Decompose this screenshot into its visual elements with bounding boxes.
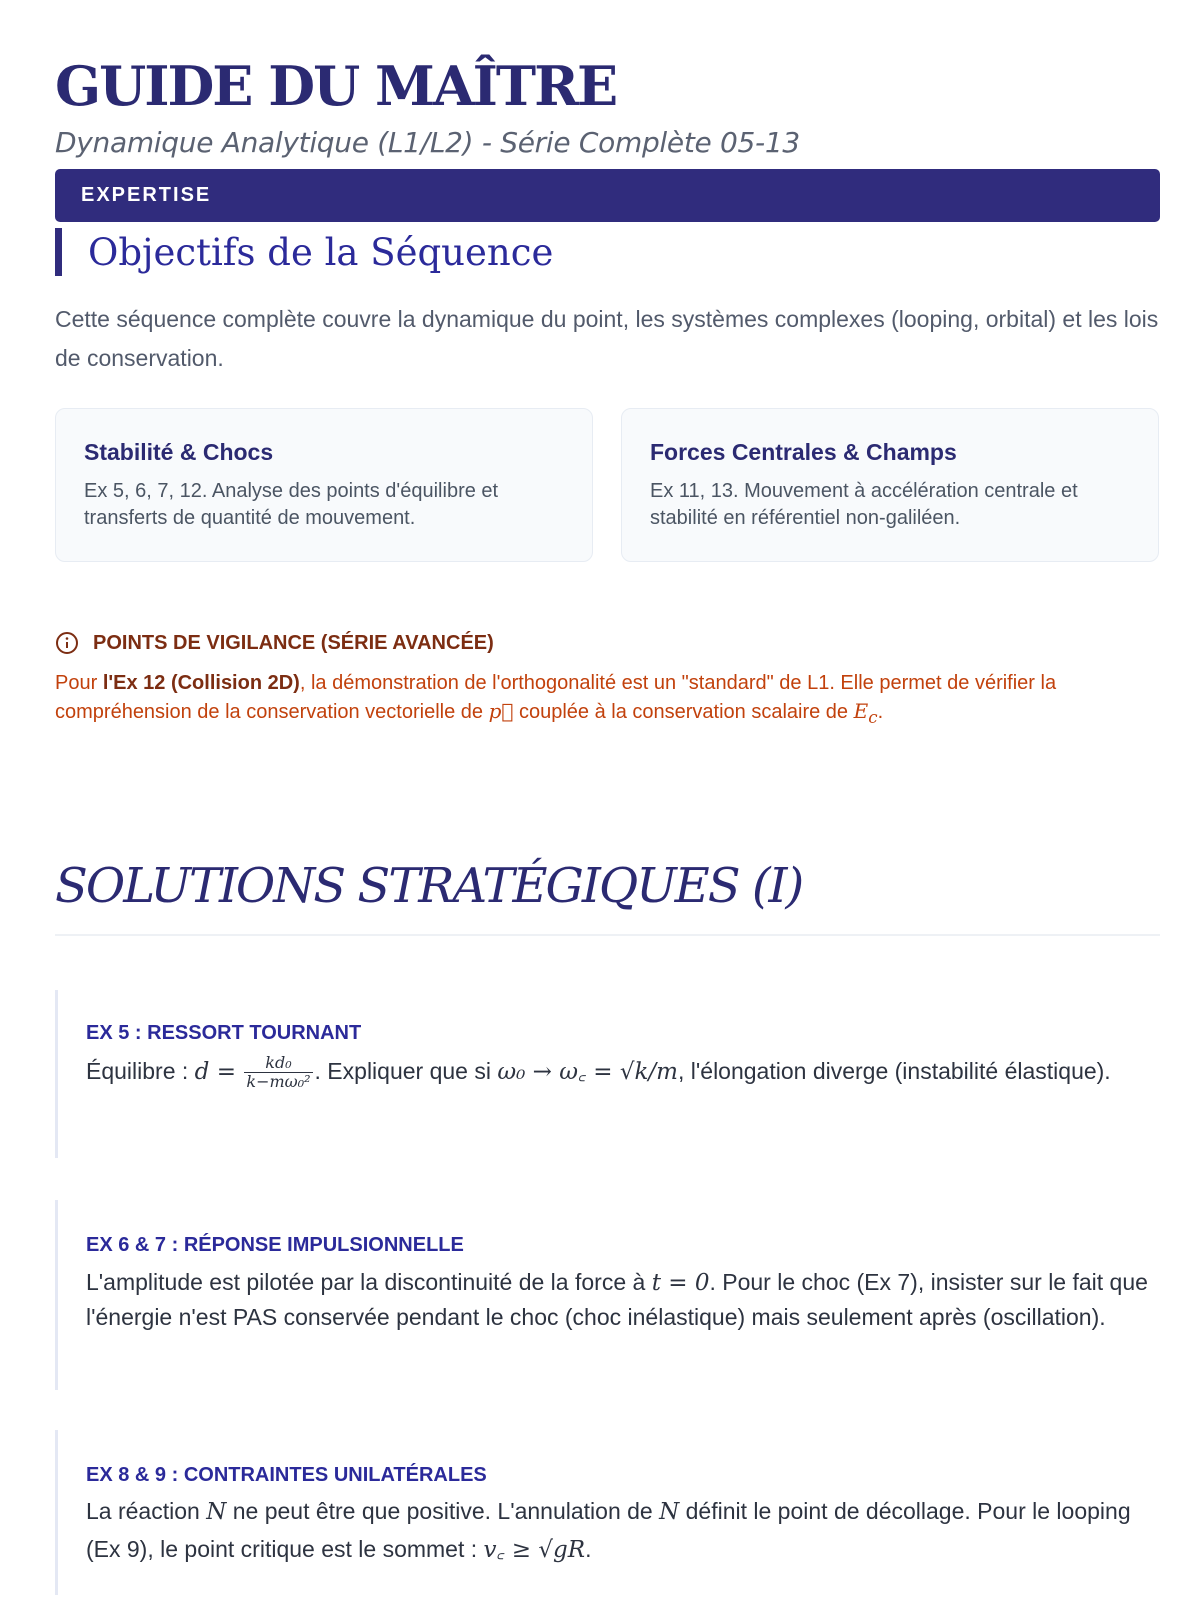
- text-run: .: [585, 1536, 592, 1562]
- text-run: , la démonstration de l'orthogonalité est un "standard" de L1. Elle permet de vérifier la compréhension de la conservation vectorielle de: [55, 672, 1057, 723]
- objectives-intro: Cette séquence complète couvre la dynamique du point, les systèmes complexes (looping, orbital) et les lois de conservation.: [55, 306, 1159, 371]
- objectives-title: Objectifs de la Séquence: [55, 228, 553, 276]
- card-title: Forces Centrales & Champs: [650, 439, 957, 465]
- exercise-heading: EX 6 & 7 : RÉPONSE IMPULSIONNELLE: [86, 1234, 464, 1256]
- math-time: t = 0: [651, 1270, 710, 1296]
- math-symbol: E: [853, 699, 869, 723]
- vigilance-heading-text: POINTS DE VIGILANCE (SÉRIE AVANCÉE): [93, 631, 494, 654]
- exercise-8-9-block: [55, 1430, 1160, 1595]
- exercise-5-block: [55, 990, 1160, 1158]
- info-icon: [55, 631, 79, 655]
- text-run: .: [877, 701, 884, 723]
- exercise-heading: EX 8 & 9 : CONTRAINTES UNILATÉRALES: [86, 1464, 487, 1486]
- card-title: Stabilité & Chocs: [84, 439, 274, 465]
- page-title: GUIDE DU MAÎTRE: [55, 54, 617, 118]
- fraction-numerator: kd₀: [244, 1054, 312, 1073]
- page-subtitle: Dynamique Analytique (L1/L2) - Série Complète 05-13: [55, 126, 800, 159]
- math-fraction: [244, 1054, 312, 1091]
- vigilance-heading: [55, 631, 494, 655]
- exercise-text: [86, 1265, 1150, 1334]
- banner-label: EXPERTISE: [81, 184, 212, 206]
- vigilance-text: [55, 669, 1160, 732]
- solutions-title: SOLUTIONS STRATÉGIQUES (I): [55, 858, 803, 914]
- math-kinetic-energy: [853, 699, 878, 727]
- math-normal-force: N: [659, 1499, 680, 1525]
- text-run: ne peut être que positive. L'annulation de: [226, 1498, 660, 1524]
- expertise-banner: [55, 169, 1160, 222]
- divider: [55, 934, 1160, 936]
- card-stability: [55, 408, 593, 562]
- text-run: . Expliquer que si: [314, 1058, 498, 1084]
- text-run: . Pour le choc (Ex 7), insister sur le fait que l'énergie n'est PAS conservée pendant le choc (choc inélastique) mais seulement après (oscillation).: [86, 1269, 1148, 1330]
- text-run: L'amplitude est pilotée par la discontinuité de la force à: [86, 1269, 652, 1295]
- card-text: Ex 5, 6, 7, 12. Analyse des points d'équilibre et transferts de quantité de mouvement.: [84, 480, 499, 529]
- exercise-text: [86, 1053, 1150, 1091]
- exercise-6-7-block: [55, 1200, 1160, 1390]
- text-run: couplée à la conservation scalaire de: [513, 701, 854, 723]
- text-run: , l'élongation diverge (instabilité élastique).: [678, 1058, 1111, 1084]
- math-momentum-vector: p⃗: [488, 699, 514, 723]
- exercise-heading: EX 5 : RESSORT TOURNANT: [86, 1022, 362, 1044]
- text-run: Pour: [55, 672, 103, 694]
- math-limit: ω₀ → ω꜀ = √k/m: [497, 1059, 678, 1085]
- card-central-forces: [621, 408, 1159, 562]
- math-critical-speed: v꜀ ≥ √gR: [483, 1537, 586, 1563]
- exercise-ref: l'Ex 12 (Collision 2D): [102, 672, 300, 694]
- math-subscript: c: [868, 708, 878, 727]
- text-run: Équilibre :: [86, 1058, 195, 1084]
- math-normal-force: N: [206, 1499, 227, 1525]
- card-text: Ex 11, 13. Mouvement à accélération centrale et stabilité en référentiel non-galiléen.: [650, 480, 1078, 529]
- math-equation: d =: [194, 1059, 236, 1085]
- text-run: La réaction: [86, 1498, 207, 1524]
- exercise-text: [86, 1493, 1150, 1569]
- fraction-denominator: k−mω₀²: [246, 1072, 311, 1092]
- text-run: définit le point de décollage. Pour le looping (Ex 9), le point critique est le sommet :: [86, 1498, 1131, 1562]
